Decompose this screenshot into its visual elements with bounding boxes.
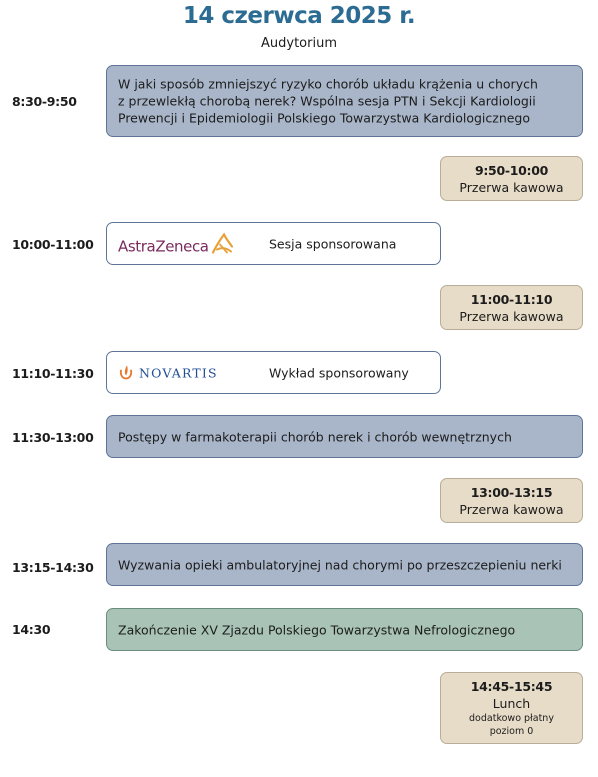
sponsored-lecture-s3: [106, 351, 441, 394]
break-label: Lunch: [492, 696, 531, 711]
coffee-break-b3: [440, 478, 583, 523]
session-title-line: W jaki sposób zmniejszyć ryzyko chorób układu krążenia u chorych: [118, 76, 538, 92]
sponsored-session-label: Sesja sponsorowana: [269, 236, 397, 251]
break-note: dodatkowo płatny: [469, 713, 554, 724]
astrazeneca-mark-icon: [210, 232, 234, 254]
break-time: 14:45-15:45: [470, 679, 553, 694]
break-note: poziom 0: [489, 726, 534, 737]
session-title-s1: [118, 76, 538, 127]
closing-block-s6: [106, 608, 583, 651]
time-slot-s4: 11:30-13:00: [12, 430, 94, 445]
time-slot-s5: 13:15-14:30: [12, 560, 94, 575]
break-label: Przerwa kawowa: [459, 180, 564, 195]
session-block-s1: [106, 65, 583, 137]
astrazeneca-logo-text: AstraZeneca: [118, 237, 209, 255]
break-time: 9:50-10:00: [474, 163, 549, 178]
time-slot-s1: 8:30-9:50: [12, 94, 77, 109]
astrazeneca-logo: [118, 232, 234, 255]
session-title-line: z przewlekłą chorobą nerek? Wspólna sesja PTN i Sekcji Kardiologii: [118, 93, 536, 109]
novartis-logo-text: NOVARTIS: [139, 365, 218, 380]
time-slot-s2: 10:00-11:00: [12, 237, 94, 252]
room-label: Audytorium: [261, 36, 337, 51]
session-title-s4: Postępy w farmakoterapii chorób nerek i chorób wewnętrznych: [118, 429, 512, 444]
session-block-s5: [106, 543, 583, 586]
session-title-s5: Wyzwania opieki ambulatoryjnej nad chorymi po przeszczepieniu nerki: [118, 557, 562, 572]
session-title-line: Prewencji i Epidemiologii Polskiego Towarzystwa Kardiologicznego: [118, 110, 531, 126]
page-title: 14 czerwca 2025 r.: [182, 3, 416, 29]
time-slot-s6: 14:30: [12, 622, 51, 637]
novartis-flame-icon: [119, 364, 133, 379]
break-time: 13:00-13:15: [470, 485, 553, 500]
time-slot-s3: 11:10-11:30: [12, 366, 94, 381]
sponsored-lecture-label: Wykład sponsorowany: [269, 365, 409, 380]
break-label: Przerwa kawowa: [459, 309, 564, 324]
lunch-break-b4: [440, 672, 583, 744]
break-time: 11:00-11:10: [470, 292, 553, 307]
novartis-logo: [119, 364, 218, 381]
break-label: Przerwa kawowa: [459, 502, 564, 517]
coffee-break-b1: [440, 156, 583, 201]
coffee-break-b2: [440, 285, 583, 330]
sponsored-session-s2: [106, 222, 441, 265]
closing-title: Zakończenie XV Zjazdu Polskiego Towarzystwa Nefrologicznego: [118, 622, 516, 637]
session-block-s4: [106, 415, 583, 458]
